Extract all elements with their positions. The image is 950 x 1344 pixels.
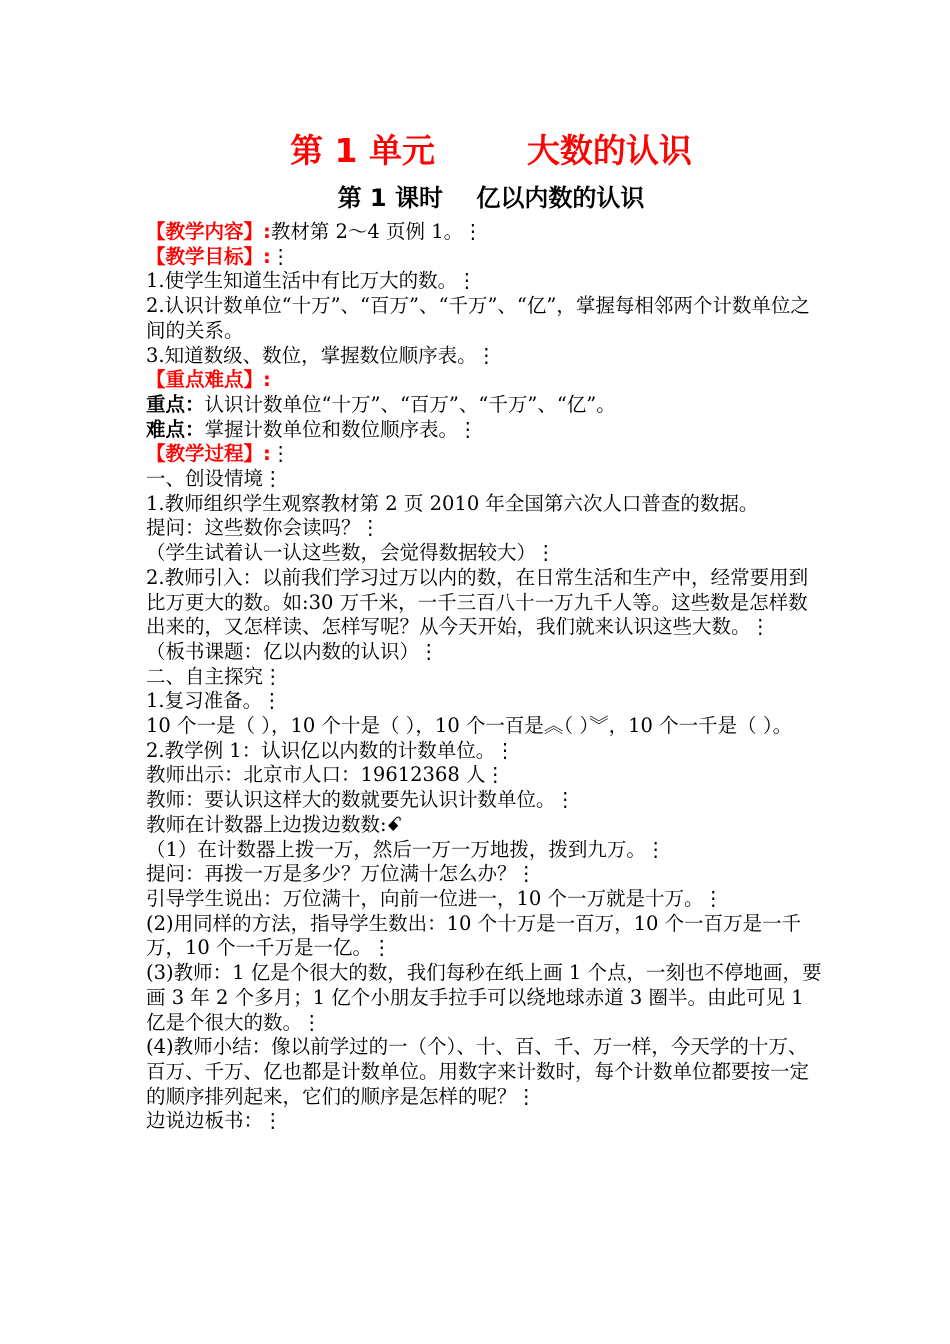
text-line bbox=[146, 1109, 826, 1134]
line-text: 提问：这些数你会读吗？⋮ bbox=[146, 516, 381, 540]
label-heading: 重点： bbox=[146, 392, 205, 416]
line-text: 教师：要认识这样大的数就要先认识计数单位。⋮ bbox=[146, 788, 576, 812]
line-text: ⋮ bbox=[270, 442, 291, 466]
line-text: （1）在计数器上拨一万，然后一万一万地拨，拨到九万。⋮ bbox=[146, 837, 666, 861]
text-line bbox=[146, 665, 826, 690]
section-heading: 【教学内容】: bbox=[146, 220, 271, 243]
text-line bbox=[146, 689, 826, 714]
text-line bbox=[146, 961, 826, 1035]
line-text: 教材第 2～4 页例 1。⋮ bbox=[270, 220, 483, 243]
line-text: 教师在计数器上边拨边数数:ꗃ bbox=[146, 812, 403, 836]
document-page bbox=[146, 128, 826, 1134]
text-line bbox=[146, 245, 826, 270]
text-line bbox=[146, 344, 826, 369]
line-text: （板书课题：亿以内数的认识）⋮ bbox=[146, 639, 439, 663]
text-line bbox=[146, 912, 826, 961]
line-text: （学生试着认一认这些数，会觉得数据较大）⋮ bbox=[146, 541, 556, 565]
section-heading: 【教学目标】: bbox=[146, 244, 271, 268]
label-heading: 难点： bbox=[146, 417, 205, 441]
line-text: 掌握计数单位和数位顺序表。⋮ bbox=[204, 417, 478, 441]
text-line bbox=[146, 393, 826, 418]
unit-title: 第 1 单元 大数的认识 bbox=[290, 131, 692, 170]
text-line bbox=[146, 739, 826, 764]
line-text: 1.使学生知道生活中有比万大的数。⋮ bbox=[146, 269, 477, 293]
text-line bbox=[146, 862, 826, 887]
line-text: 边说边板书：⋮ bbox=[146, 1109, 283, 1133]
line-text: 引导学生说出：万位满十，向前一位进一，10 个一万就是十万。⋮ bbox=[146, 886, 724, 910]
text-line bbox=[146, 368, 826, 393]
text-line bbox=[146, 467, 826, 492]
line-text: 教师出示：北京市人口：19612368 人⋮ bbox=[146, 763, 505, 787]
text-line bbox=[146, 788, 826, 813]
section-heading: 【教学过程】: bbox=[146, 442, 271, 466]
line-text: (2)用同样的方法，指导学生数出：10 个十万是一百万，10 个一百万是一千万，10 个一千万是一亿。⋮ bbox=[146, 911, 802, 960]
text-line bbox=[146, 714, 826, 739]
text-line bbox=[146, 763, 826, 788]
text-line bbox=[146, 566, 826, 640]
line-text: ⋮ bbox=[270, 244, 291, 268]
lesson-title: 第 1 课时 亿以内数的认识 bbox=[337, 184, 645, 212]
section-heading: 【重点难点】: bbox=[146, 368, 271, 392]
document-body bbox=[146, 220, 826, 1134]
text-line bbox=[146, 813, 826, 838]
line-text: (3)教师：1 亿是个很大的数，我们每秒在纸上画 1 个点，一刻也不停地画，要画 3 年 2 个多月；1 亿个小朋友手拉手可以绕地球赤道 3 圈半。由此可见 1 亿是个很大的数。⋮ bbox=[146, 961, 822, 1034]
text-line bbox=[146, 442, 826, 467]
text-line bbox=[146, 220, 826, 245]
text-line bbox=[146, 1035, 826, 1109]
line-text: 1.教师组织学生观察教材第 2 页 2010 年全国第六次人口普查的数据。 bbox=[146, 491, 759, 515]
text-line bbox=[146, 887, 826, 912]
text-line bbox=[146, 269, 826, 294]
text-line bbox=[146, 418, 826, 443]
line-text: 2.教学例 1：认识亿以内数的计数单位。⋮ bbox=[146, 738, 515, 762]
line-text: 二、自主探究⋮ bbox=[146, 664, 283, 688]
text-line bbox=[146, 492, 826, 517]
line-text: 2.认识计数单位“十万”、“百万”、“千万”、“亿”，掌握每相邻两个计数单位之间的关系。 bbox=[146, 294, 810, 342]
line-text: 3.知道数级、数位，掌握数位顺序表。⋮ bbox=[146, 343, 497, 367]
text-line bbox=[146, 294, 826, 343]
line-text: 10 个一是（ ），10 个十是（ ），10 个一百是︽（ ）︾，10 个一千是（ ）。 bbox=[146, 714, 793, 738]
line-text: 一、创设情境⋮ bbox=[146, 467, 283, 491]
text-line bbox=[146, 541, 826, 566]
line-text: 2.教师引入：以前我们学习过万以内的数，在日常生活和生产中，经常要用到比万更大的数。如:30 万千米，一千三百八十一万九千人等。这些数是怎样数出来的，又怎样读、怎样写呢？从今天开始，我们就来认识这些大数。⋮ bbox=[146, 565, 809, 639]
text-line bbox=[146, 838, 826, 863]
line-text: 认识计数单位“十万”、“百万”、“千万”、“亿”。 bbox=[204, 392, 616, 416]
text-line bbox=[146, 640, 826, 665]
line-text: 1.复习准备。⋮ bbox=[146, 689, 282, 713]
line-text: 提问：再拨一万是多少？万位满十怎么办？⋮ bbox=[146, 862, 537, 886]
line-text: (4)教师小结：像以前学过的一（个）、十、百、千、万一样，今天学的十万、百万、千万、亿也都是计数单位。用数字来计数时，每个计数单位都要按一定的顺序排列起来，它们的顺序是怎样的呢？⋮ bbox=[146, 1035, 810, 1108]
text-line bbox=[146, 516, 826, 541]
